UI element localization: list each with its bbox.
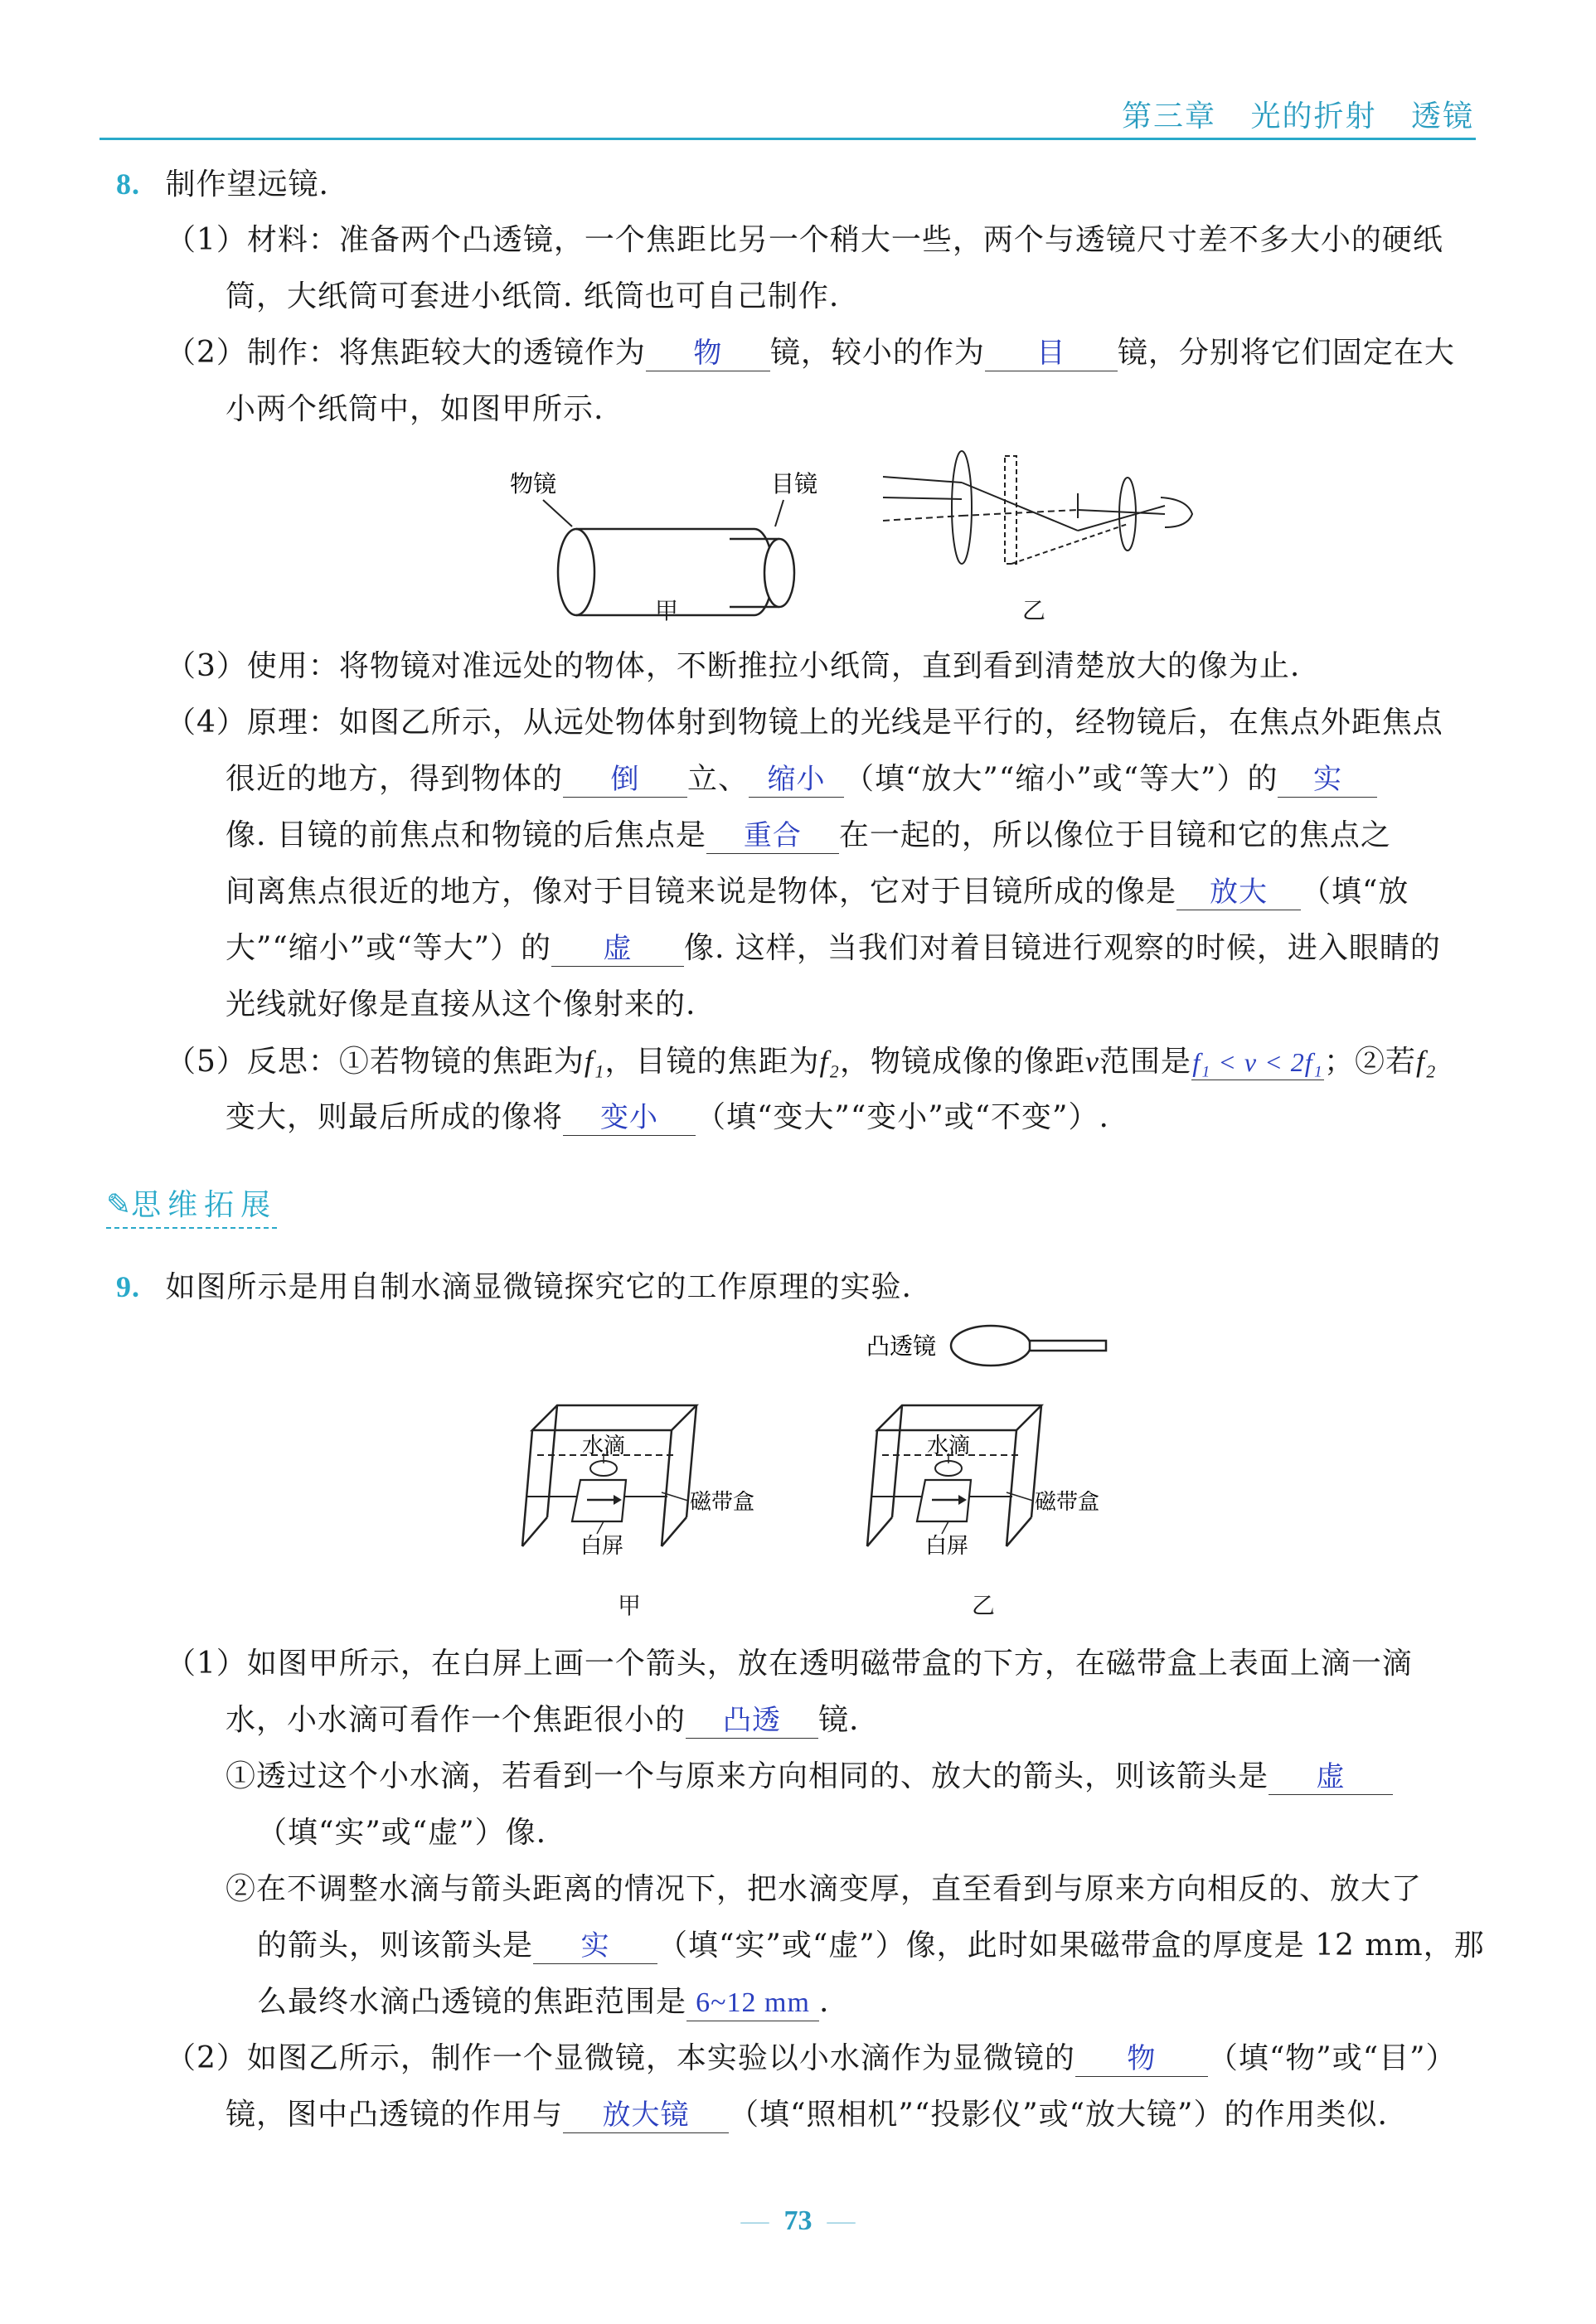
- answer-image-distance-range: f₁ < v < 2f₁: [1191, 1045, 1324, 1080]
- lens-handle: [1030, 1341, 1106, 1351]
- q9-s2c: [257, 1984, 829, 2021]
- f1-symbol: f₁: [584, 1045, 605, 1078]
- ray-3-out: [962, 510, 1078, 516]
- answer-virtual: 虚: [551, 931, 684, 967]
- text: 水，小水滴可看作一个焦距很小的: [226, 1703, 686, 1737]
- answer-objective: 物: [646, 336, 770, 371]
- answer-objective-lens: 物: [1075, 2041, 1208, 2077]
- f2-symbol: f₂: [1416, 1045, 1437, 1078]
- box-label-yi: 磁带盒: [1035, 1490, 1100, 1515]
- q9-p2b: [226, 2097, 1388, 2133]
- figure9-yi-label: 乙: [972, 1592, 996, 1619]
- q8-title: [116, 166, 329, 203]
- chapter-name: 光的折射: [1250, 99, 1377, 133]
- q9-s1a: [226, 1759, 1393, 1795]
- text: 镜，图中凸透镜的作用与: [226, 2098, 564, 2132]
- screen-label-jia: 白屏: [580, 1534, 624, 1559]
- eyepiece-label: 目镜: [771, 470, 818, 497]
- q8-p1b: 筒，大纸筒可套进小纸筒. 纸筒也可自己制作.: [226, 279, 840, 313]
- f2-symbol: f₂: [819, 1045, 840, 1078]
- q9-p1a: （1）如图甲所示，在白屏上画一个箭头，放在透明磁带盒的下方，在磁带盒上表面上滴一滴: [166, 1647, 1413, 1681]
- figure-yi-label: 乙: [1022, 597, 1046, 624]
- answer-virtual-image: 虚: [1269, 1759, 1393, 1795]
- figure-jia-label: 甲: [655, 597, 679, 624]
- ray-2: [883, 497, 962, 499]
- text: （2）如图乙所示，制作一个显微镜，本实验以小水滴作为显微镜的: [166, 2041, 1075, 2075]
- chapter-subtitle: 透镜: [1410, 99, 1474, 133]
- text: （填“物”或“目”）: [1207, 2041, 1457, 2075]
- ray-3: [883, 516, 962, 521]
- answer-real: 实: [1278, 762, 1377, 798]
- text: 镜，分别将它们固定在大: [1117, 336, 1455, 370]
- q8-p2a: [166, 335, 1455, 371]
- q8-title-text: 制作望远镜.: [165, 167, 329, 201]
- q9-title: [116, 1269, 912, 1306]
- q8-p4f: 光线就好像是直接从这个像射来的.: [226, 987, 696, 1021]
- q8-p5b: [226, 1099, 1109, 1136]
- text: ，目镜的焦距为: [604, 1045, 820, 1079]
- q9-p2a: [166, 2040, 1457, 2077]
- text: ；②若: [1324, 1045, 1417, 1079]
- drop-label-yi: 水滴: [927, 1434, 971, 1458]
- focal-plane: [1005, 456, 1016, 564]
- v-symbol: v: [1085, 1045, 1099, 1078]
- answer-real-image: 实: [533, 1929, 657, 1964]
- text: 变大，则最后所成的像将: [226, 1100, 564, 1134]
- objective-label: 物镜: [510, 470, 557, 497]
- figure9-jia-label: 甲: [618, 1592, 642, 1619]
- section-title: 思维拓展: [131, 1188, 278, 1222]
- box-jia: [522, 1405, 696, 1546]
- q8-p5a: [166, 1043, 1437, 1080]
- text: （填“照相机”“投影仪”或“放大镜”）的作用类似.: [729, 2098, 1388, 2132]
- q8-p1a: （1）材料：准备两个凸透镜，一个焦距比另一个稍大一些，两个与透镜尺寸差不多大小的硬纸: [166, 223, 1443, 257]
- page-number: 73: [783, 2205, 813, 2236]
- text: 立、: [687, 762, 749, 796]
- text: 在一起的，所以像位于目镜和它的焦点之: [838, 818, 1391, 852]
- text: ，物镜成像的像距: [839, 1045, 1085, 1079]
- q8-number: 8.: [116, 167, 140, 201]
- text: 么最终水滴凸透镜的焦距范围是: [257, 1985, 687, 2019]
- box-yi: [867, 1405, 1041, 1546]
- ray-1-out: [962, 483, 1078, 531]
- text: 镜.: [818, 1703, 860, 1737]
- text: 镜，较小的作为: [769, 336, 985, 370]
- text: 像. 这样，当我们对着目镜进行观察的时候，进入眼睛的: [684, 931, 1441, 965]
- objective-leader: [543, 500, 572, 526]
- chapter-title: [1122, 93, 1474, 135]
- answer-reduced: 缩小: [749, 762, 844, 798]
- q9-s1b: （填“实”或“虚”）像.: [257, 1816, 547, 1850]
- eye-icon: [1161, 497, 1192, 527]
- q8-p4b: [226, 761, 1377, 798]
- text: （填“放: [1301, 875, 1409, 909]
- ray-eye-1: [1078, 506, 1165, 531]
- pencil-icon: ✎: [106, 1188, 132, 1222]
- q9-s2b: [257, 1928, 1485, 1964]
- footer-dash-right: —: [827, 2205, 856, 2236]
- q9-title-text: 如图所示是用自制水滴显微镜探究它的工作原理的实验.: [165, 1270, 912, 1304]
- big-tube-front: [558, 529, 594, 615]
- small-tube-end: [764, 539, 794, 607]
- eyepiece-leader: [775, 500, 783, 526]
- text: 间离焦点很近的地方，像对于目镜来说是物体，它对于目镜所成的像是: [226, 875, 1177, 909]
- q8-p3: （3）使用：将物镜对准远处的物体，不断推拉小纸筒，直到看到清楚放大的像为止.: [166, 649, 1301, 683]
- text: 像. 目镜的前焦点和物镜的后焦点是: [226, 818, 706, 852]
- q8-p4a: （4）原理：如图乙所示，从远处物体射到物镜上的光线是平行的，经物镜后，在焦点外距焦点: [166, 706, 1443, 740]
- answer-eyepiece: 目: [985, 336, 1118, 371]
- answer-enlarged: 放大: [1176, 875, 1301, 910]
- text: （填“放大”“缩小”或“等大”）的: [844, 762, 1278, 796]
- text: （填“变大”“变小”或“不变”）.: [696, 1100, 1109, 1134]
- footer-dash-left: —: [740, 2205, 769, 2236]
- section-heading: [106, 1181, 277, 1229]
- answer-coincide: 重合: [706, 818, 839, 854]
- text: ①透过这个小水滴，若看到一个与原来方向相同的、放大的箭头，则该箭头是: [226, 1759, 1269, 1793]
- water-drop-microscope-figure: [514, 1322, 1111, 1621]
- page-header: [99, 90, 1476, 140]
- answer-becomes-smaller: 变小: [563, 1100, 696, 1136]
- q9-p1b: [226, 1702, 859, 1739]
- q8-p4d: [226, 874, 1409, 910]
- ray-eye-2: [1078, 510, 1165, 514]
- chapter-number: 第三章: [1122, 99, 1217, 133]
- answer-focal-range: 6~12 mm: [686, 1986, 819, 2021]
- screen-label-yi: 白屏: [925, 1534, 969, 1559]
- text: 范围是: [1099, 1045, 1191, 1079]
- text: （5）反思：①若物镜的焦距为: [166, 1045, 585, 1079]
- answer-inverted: 倒: [563, 762, 687, 798]
- q8-p4c: [226, 818, 1391, 854]
- q8-p2b: 小两个纸筒中，如图甲所示.: [226, 392, 604, 426]
- convex-lens-label: 凸透镜: [866, 1332, 937, 1360]
- objective-lens: [952, 451, 972, 564]
- text: （2）制作：将焦距较大的透镜作为: [166, 336, 646, 370]
- text: （填“实”或“虚”）像，此时如果磁带盒的厚度是 12 mm，那: [657, 1929, 1485, 1963]
- telescope-ray-diagram: [879, 448, 1202, 580]
- text: 的箭头，则该箭头是: [257, 1929, 534, 1963]
- q9-s2a: ②在不调整水滴与箭头距离的情况下，把水滴变厚，直至看到与原来方向相反的、放大了: [226, 1872, 1423, 1906]
- answer-magnifier: 放大镜: [563, 2098, 729, 2133]
- box-label-jia: 磁带盒: [690, 1490, 755, 1515]
- virtual-ray: [1011, 524, 1128, 564]
- text: .: [819, 1985, 830, 2019]
- answer-convex: 凸透: [686, 1703, 818, 1739]
- q9-number: 9.: [116, 1270, 140, 1303]
- text: 很近的地方，得到物体的: [226, 762, 564, 796]
- drop-label-jia: 水滴: [582, 1434, 626, 1458]
- page-footer: [0, 2205, 1596, 2237]
- q8-p4e: [226, 930, 1441, 967]
- ray-1: [883, 477, 962, 483]
- text: 大”“缩小”或“等大”）的: [226, 931, 552, 965]
- convex-lens-icon: [951, 1326, 1031, 1366]
